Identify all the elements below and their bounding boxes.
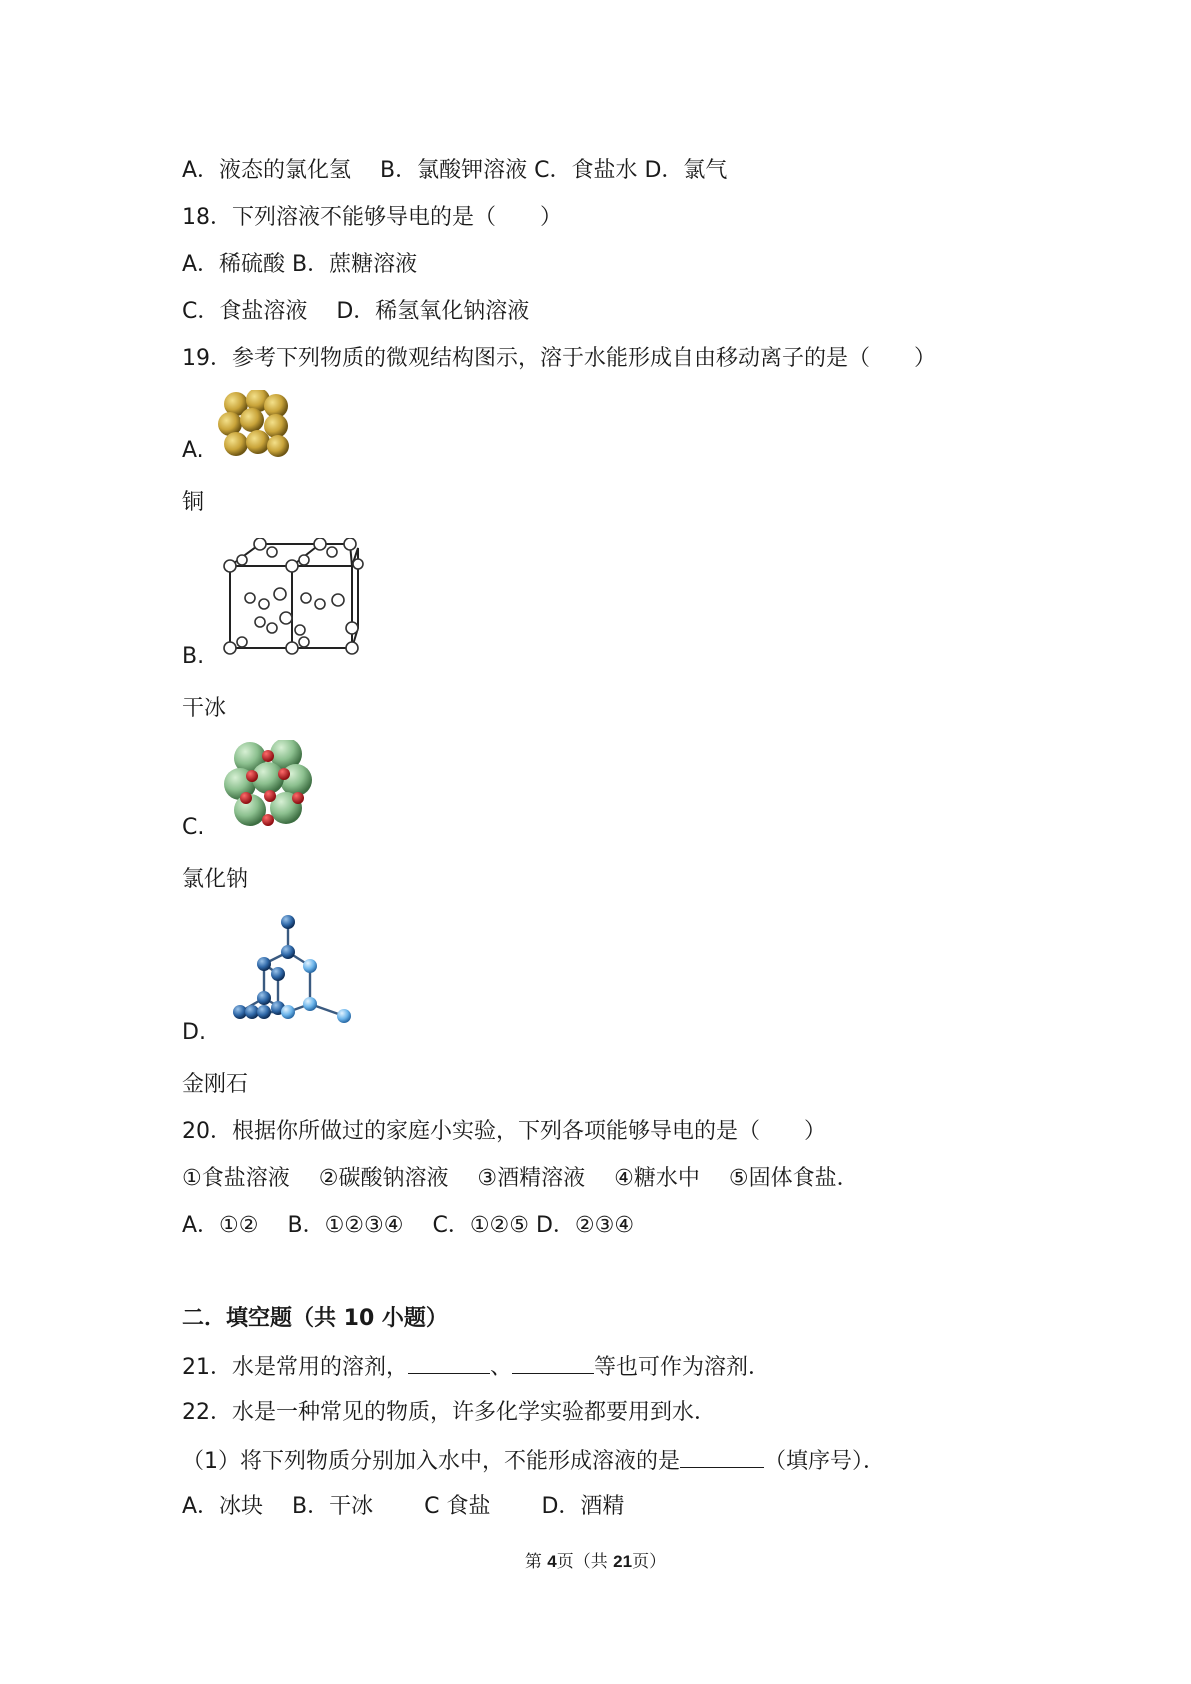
q22-part1-suffix: （填序号）． bbox=[764, 1449, 886, 1474]
q22-stem: 22．水是一种常见的物质，许多化学实验都要用到水． bbox=[182, 1400, 716, 1425]
q19-option-b-name: 干冰 bbox=[182, 696, 227, 721]
q18-options-ab: A．稀硫酸 B．蔗糖溶液 bbox=[182, 252, 418, 277]
q20-stem: 20．根据你所做过的家庭小实验，下列各项能够导电的是（ ） bbox=[182, 1119, 826, 1144]
q19-option-c-letter: C. bbox=[182, 815, 205, 840]
q20-options: A．①② B．①②③④ C．①②⑤ D．②③④ bbox=[182, 1213, 635, 1238]
footer-page-number: 4 bbox=[547, 1552, 557, 1571]
q18-stem: 18．下列溶液不能够导电的是（ ） bbox=[182, 205, 562, 230]
q22-part1-blank[interactable] bbox=[680, 1445, 764, 1468]
section-heading: 二．填空题（共 10 小题） bbox=[182, 1306, 448, 1331]
q21-prefix: 21．水是常用的溶剂， bbox=[182, 1355, 408, 1380]
q19-option-a-name: 铜 bbox=[182, 490, 205, 515]
q21-separator: 、 bbox=[490, 1355, 513, 1380]
q21-blank-2[interactable] bbox=[512, 1351, 594, 1374]
q19-option-c-name: 氯化钠 bbox=[182, 867, 249, 892]
diamond-structure-image bbox=[222, 910, 362, 1040]
q19-option-a-letter: A. bbox=[182, 438, 204, 463]
q19-option-d-letter: D. bbox=[182, 1020, 206, 1045]
sodium-chloride-structure-image bbox=[222, 740, 320, 830]
q22-part1-line bbox=[182, 1445, 885, 1477]
q18-options-cd: C．食盐溶液 D．稀氢氧化钠溶液 bbox=[182, 299, 530, 324]
q19-option-b-letter: B. bbox=[182, 644, 205, 669]
dry-ice-structure-image bbox=[220, 538, 365, 660]
q22-part1-prefix: （1）将下列物质分别加入水中，不能形成溶液的是 bbox=[182, 1449, 680, 1474]
footer-post: 页） bbox=[632, 1552, 667, 1572]
copper-structure-image bbox=[216, 390, 294, 460]
footer-mid: 页（共 bbox=[556, 1552, 614, 1572]
footer-pre: 第 bbox=[524, 1552, 548, 1572]
q19-option-d-name: 金刚石 bbox=[182, 1072, 249, 1097]
q19-stem: 19．参考下列物质的微观结构图示，溶于水能形成自由移动离子的是（ ） bbox=[182, 346, 936, 371]
q21-line bbox=[182, 1351, 770, 1383]
q21-blank-1[interactable] bbox=[408, 1351, 490, 1374]
q22-options: A．冰块 B．干冰 C 食盐 D．酒精 bbox=[182, 1494, 625, 1519]
q17-options: A．液态的氯化氢 B．氯酸钾溶液 C．食盐水 D．氯气 bbox=[182, 158, 728, 183]
q20-items: ①食盐溶液 ②碳酸钠溶液 ③酒精溶液 ④糖水中 ⑤固体食盐． bbox=[182, 1166, 859, 1191]
page-footer bbox=[0, 1547, 1191, 1572]
footer-total-pages: 21 bbox=[613, 1552, 633, 1571]
q21-suffix: 等也可作为溶剂． bbox=[594, 1355, 771, 1380]
